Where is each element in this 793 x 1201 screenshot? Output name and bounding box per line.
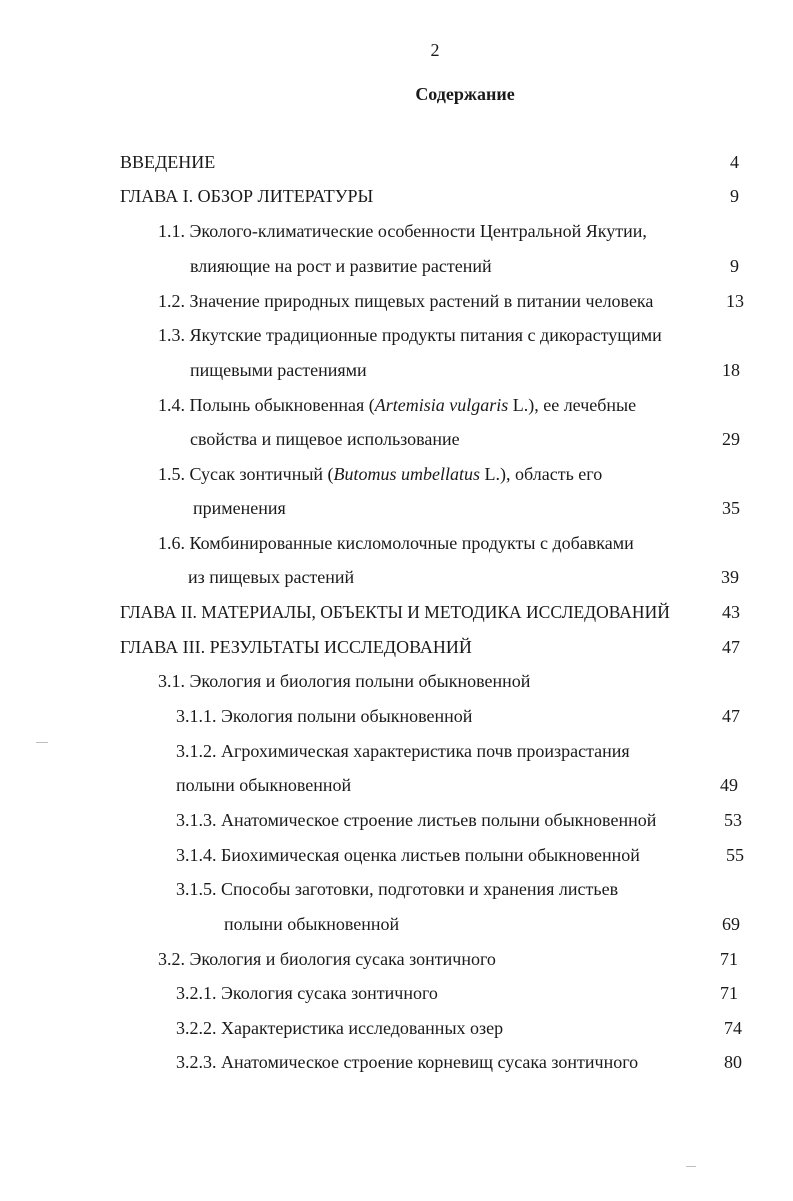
toc-page-number: 39 (721, 567, 739, 587)
toc-entry-1-5-cont: применения (193, 498, 286, 518)
toc-entry-3-1-5: 3.1.5. Способы заготовки, подготовки и хранения листьев (176, 879, 619, 899)
toc-page-number: 29 (722, 429, 740, 449)
toc-entry-3-2-1: 3.2.1. Экология сусака зонтичного (176, 983, 438, 1003)
toc-entry-1-4 (158, 394, 636, 416)
toc-page-number: 18 (722, 360, 740, 380)
toc-page-number: 55 (726, 845, 744, 865)
toc-page-number: 13 (726, 291, 744, 311)
toc-page-number: 71 (720, 983, 738, 1003)
toc-entry-chapter-1: ГЛАВА I. ОБЗОР ЛИТЕРАТУРЫ (120, 186, 374, 206)
latin-species-name: Artemisia vulgaris (374, 395, 509, 415)
toc-entry-1-6-cont: из пищевых растений (188, 567, 355, 587)
toc-page-number: 4 (730, 152, 739, 172)
toc-page-number: 9 (730, 256, 739, 276)
toc-entry-3-2-3: 3.2.3. Анатомическое строение корневищ сусака зонтичного (176, 1052, 639, 1072)
toc-page-number: 43 (722, 602, 740, 622)
toc-text: 1.5. Сусак зонтичный ( (158, 464, 334, 484)
toc-entry-3-1-2-cont: полыни обыкновенной (176, 775, 352, 795)
page-number: 2 (430, 40, 440, 60)
scan-artifact (686, 1166, 696, 1167)
toc-text: L.), область его (480, 464, 603, 484)
toc-entry-3-1-5-cont: полыни обыкновенной (224, 914, 400, 934)
toc-entry-1-5 (158, 463, 602, 485)
toc-entry-1-2: 1.2. Значение природных пищевых растений в питании человека (158, 291, 654, 311)
toc-entry-1-3-cont: пищевыми растениями (190, 360, 367, 380)
toc-page-number: 80 (724, 1052, 742, 1072)
latin-species-name: Butomus umbellatus (333, 464, 481, 484)
scan-artifact (36, 742, 48, 743)
page-title: Содержание (415, 84, 515, 104)
toc-page-number: 47 (722, 637, 740, 657)
toc-page-number: 49 (720, 775, 738, 795)
toc-entry-3-1-1: 3.1.1. Экология полыни обыкновенной (176, 706, 473, 726)
toc-entry-chapter-3: ГЛАВА III. РЕЗУЛЬТАТЫ ИССЛЕДОВАНИЙ (120, 637, 472, 657)
toc-entry-3-1-2: 3.1.2. Агрохимическая характеристика почв произрастания (176, 741, 630, 761)
toc-page-number: 9 (730, 186, 739, 206)
toc-page-number: 69 (722, 914, 740, 934)
toc-page-number: 35 (722, 498, 740, 518)
toc-page-number: 53 (724, 810, 742, 830)
toc-entry-1-1-cont: влияющие на рост и развитие растений (190, 256, 492, 276)
toc-page-number: 74 (724, 1018, 742, 1038)
toc-page-number: 47 (722, 706, 740, 726)
toc-text: L.), ее лечебные (508, 395, 637, 415)
toc-entry-1-6: 1.6. Комбинированные кисломолочные продукты с добавками (158, 533, 634, 553)
toc-text: 1.4. Полынь обыкновенная ( (158, 395, 375, 415)
toc-entry-3-1-4: 3.1.4. Биохимическая оценка листьев полыни обыкновенной (176, 845, 640, 865)
toc-entry-3-2: 3.2. Экология и биология сусака зонтичного (158, 949, 496, 969)
toc-entry-introduction: ВВЕДЕНИЕ (120, 152, 216, 172)
toc-page-number: 71 (720, 949, 738, 969)
toc-entry-1-1: 1.1. Эколого-климатические особенности Центральной Якутии, (158, 221, 647, 241)
toc-entry-3-1-3: 3.1.3. Анатомическое строение листьев полыни обыкновенной (176, 810, 657, 830)
toc-entry-3-1: 3.1. Экология и биология полыни обыкновенной (158, 671, 531, 691)
toc-entry-chapter-2: ГЛАВА II. МАТЕРИАЛЫ, ОБЪЕКТЫ И МЕТОДИКА ИССЛЕДОВАНИЙ (120, 602, 670, 622)
toc-entry-3-2-2: 3.2.2. Характеристика исследованных озер (176, 1018, 504, 1038)
toc-entry-1-4-cont: свойства и пищевое использование (190, 429, 460, 449)
toc-entry-1-3: 1.3. Якутские традиционные продукты питания с дикорастущими (158, 325, 662, 345)
